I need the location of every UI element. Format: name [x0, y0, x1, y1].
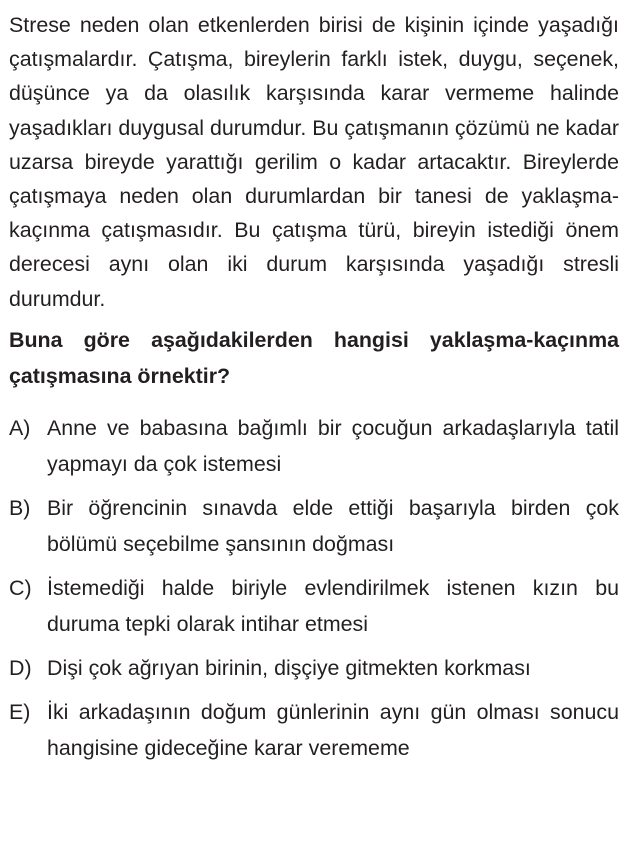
option-letter: C): [9, 575, 32, 600]
option-text: Anne ve babasına bağımlı bir çocuğun arkadaşlarıyla tatil yapmayı da çok istemesi: [47, 415, 619, 476]
option-e[interactable]: [9, 694, 619, 766]
option-b[interactable]: [9, 490, 619, 562]
option-text: Bir öğrencinin sınavda elde ettiği başarıyla birden çok bölümü seçebilme şansının doğması: [47, 495, 619, 556]
answer-options: [9, 410, 619, 766]
option-text: İki arkadaşının doğum günlerinin aynı gün olması sonucu hangisine gideceğine karar verememe: [47, 699, 619, 760]
option-letter: B): [9, 495, 31, 520]
question-page: [9, 8, 619, 774]
question-stem: Buna göre aşağıdakilerden hangisi yaklaşma-kaçınma çatışmasına örnektir?: [9, 327, 619, 388]
option-letter: E): [9, 699, 31, 724]
option-a[interactable]: [9, 410, 619, 482]
option-c[interactable]: [9, 570, 619, 642]
passage-text: Strese neden olan etkenlerden birisi de kişinin içinde yaşadığı çatışmalardır. Çatışma, bireylerin farklı istek, duygu, seçenek, düşünce ya da olasılık karşısında karar vermeme halinde yaşadıkları duygusal durumdur. Bu çatışmanın çözümü ne kadar uzarsa bireyde yarattığı gerilim o kadar artacaktır. Bireylerde çatışmaya neden olan durumlardan bir tanesi de yaklaşma-kaçınma çatışmasıdır. Bu çatışma türü, bireyin istediği önem derecesi aynı olan iki durum karşısında yaşadığı stresli durumdur.: [9, 13, 619, 311]
option-text: Dişi çok ağrıyan birinin, dişçiye gitmekten korkması: [47, 655, 531, 680]
option-d[interactable]: [9, 650, 619, 686]
option-letter: A): [9, 415, 31, 440]
option-letter: D): [9, 655, 32, 680]
option-text: İstemediği halde biriyle evlendirilmek istenen kızın bu duruma tepki olarak intihar etmesi: [47, 575, 619, 636]
